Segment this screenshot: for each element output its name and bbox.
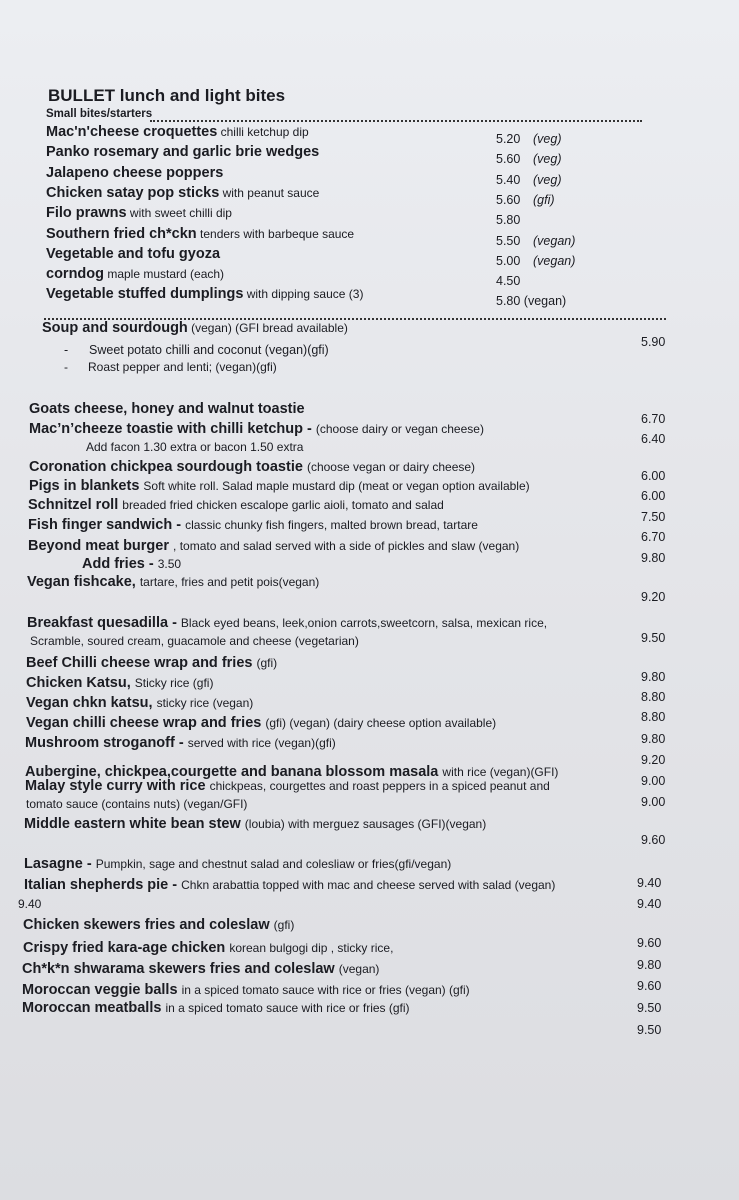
item-name: Vegetable stuffed dumplings bbox=[46, 286, 244, 303]
menu-item bbox=[82, 557, 181, 572]
item-description: (gfi) (vegan) (dairy cheese option available) bbox=[265, 716, 497, 730]
item-price: 5.80 (vegan) bbox=[496, 294, 567, 309]
item-price: 9.00 bbox=[641, 774, 666, 788]
item-name: Mushroom stroganoff - bbox=[25, 735, 188, 751]
item-name: Aubergine, chickpea,courgette and banana blossom masala bbox=[25, 764, 443, 780]
item-name: Fish finger sandwich - bbox=[28, 517, 186, 533]
item-name: Filo prawns bbox=[46, 205, 127, 222]
soup-price: 5.90 bbox=[641, 335, 666, 349]
item-price: 5.80 bbox=[496, 213, 521, 228]
item-price: 9.50 bbox=[641, 631, 666, 645]
item-price: 9.50 bbox=[637, 1001, 662, 1015]
soup-option: - Roast pepper and lenti; (vegan)(gfi) bbox=[64, 360, 277, 374]
menu-item bbox=[28, 498, 444, 513]
item-description: chilli ketchup dip bbox=[217, 125, 309, 139]
menu-item bbox=[30, 634, 359, 649]
item-description: tomato sauce (contains nuts) (vegan/GFI) bbox=[26, 797, 248, 811]
item-price: 5.60 bbox=[496, 192, 521, 207]
item-name: Middle eastern white bean stew bbox=[24, 816, 245, 832]
item-price: 9.80 bbox=[641, 732, 666, 746]
dietary-tag: (gfi) bbox=[533, 192, 555, 207]
item-name: Italian shepherds pie - bbox=[24, 877, 182, 893]
item-price: 9.60 bbox=[641, 833, 666, 847]
item-description: korean bulgogi dip , sticky rice, bbox=[229, 941, 394, 955]
item-name: Lasagne - bbox=[24, 856, 96, 872]
item-name: Vegetable and tofu gyoza bbox=[46, 245, 221, 262]
dotted-divider bbox=[150, 120, 642, 122]
item-name: Moroccan veggie balls bbox=[22, 982, 182, 998]
item-price: 6.00 bbox=[641, 489, 666, 503]
small-bite-item bbox=[46, 227, 354, 242]
item-description: (choose dairy or vegan cheese) bbox=[315, 422, 484, 436]
item-name: Beef Chilli cheese wrap and fries bbox=[26, 655, 257, 671]
menu-item bbox=[27, 575, 319, 590]
item-description: (vegan) bbox=[338, 962, 380, 976]
item-description: in a spiced tomato sauce with rice or fries (gfi) bbox=[165, 1001, 410, 1015]
soup-option: - Sweet potato chilli and coconut (vegan)(gfi) bbox=[64, 343, 329, 357]
item-description: Chkn arabattia topped with mac and cheese served with salad (vegan) bbox=[181, 878, 556, 892]
item-description: 9.40 bbox=[18, 897, 42, 911]
item-price: 6.00 bbox=[641, 469, 666, 483]
item-price: 9.60 bbox=[637, 936, 662, 950]
item-description: served with rice (vegan)(gfi) bbox=[187, 736, 336, 750]
small-bite-item bbox=[46, 166, 223, 181]
menu-item bbox=[28, 518, 478, 533]
item-name: Coronation chickpea sourdough toastie bbox=[29, 459, 307, 475]
dietary-tag: (vegan) bbox=[533, 233, 576, 248]
item-price: 9.20 bbox=[641, 753, 666, 767]
menu-item bbox=[27, 616, 547, 631]
item-price: 5.50 bbox=[496, 233, 521, 248]
item-description: with dipping sauce (3) bbox=[243, 287, 364, 302]
item-description: tartare, fries and petit pois(vegan) bbox=[139, 575, 320, 589]
menu-item bbox=[24, 857, 451, 872]
dietary-tag: (veg) bbox=[533, 152, 562, 167]
item-name: Chicken skewers fries and coleslaw bbox=[23, 917, 274, 933]
soup-name: Soup and sourdough bbox=[42, 320, 188, 336]
item-name: Beyond meat burger bbox=[28, 538, 174, 554]
item-name: Add fries - bbox=[82, 556, 158, 572]
menu-item bbox=[23, 918, 294, 933]
item-name: Panko rosemary and garlic brie wedges bbox=[46, 144, 320, 161]
item-description: (gfi) bbox=[273, 918, 295, 932]
item-description: Scramble, soured cream, guacamole and cheese (vegetarian) bbox=[30, 634, 359, 648]
menu-item bbox=[26, 716, 496, 731]
item-price: 5.00 bbox=[496, 253, 521, 268]
item-name: Ch*k*n shwarama skewers fries and coleslaw bbox=[22, 961, 339, 977]
small-bite-item bbox=[46, 125, 309, 140]
item-name: Mac'n'cheese croquettes bbox=[46, 124, 218, 140]
item-description: with peanut sauce bbox=[219, 185, 320, 200]
small-bite-item bbox=[46, 186, 319, 201]
item-price: 9.00 bbox=[641, 795, 666, 809]
item-description: tenders with barbeque sauce bbox=[196, 226, 355, 241]
item-description: Add facon 1.30 extra or bacon 1.50 extra bbox=[86, 440, 304, 454]
item-description: sticky rice (vegan) bbox=[156, 696, 254, 710]
soup-option-text: Sweet potato chilli and coconut (vegan)(gfi) bbox=[89, 343, 329, 357]
small-bite-item bbox=[46, 206, 232, 221]
menu-title: BULLET lunch and light bites bbox=[48, 86, 286, 105]
menu-item bbox=[22, 983, 470, 998]
item-name: Schnitzel roll bbox=[28, 497, 123, 513]
item-description: Soft white roll. Salad maple mustard dip (meat or vegan option available) bbox=[143, 479, 530, 493]
item-description: in a spiced tomato sauce with rice or fries (vegan) (gfi) bbox=[181, 983, 470, 997]
item-price: 5.20 bbox=[496, 132, 521, 146]
item-name: Vegan chkn katsu, bbox=[26, 695, 157, 711]
item-description: breaded fried chicken escalope garlic aioli, tomato and salad bbox=[122, 498, 444, 512]
menu-item bbox=[22, 1001, 410, 1016]
dietary-tag: (vegan) bbox=[533, 253, 576, 268]
item-name: Jalapeno cheese poppers bbox=[46, 164, 224, 181]
item-description: (choose vegan or dairy cheese) bbox=[306, 460, 476, 474]
item-name: Pigs in blankets bbox=[29, 478, 144, 494]
item-description: Pumpkin, sage and chestnut salad and colesliaw or fries(gfi/vegan) bbox=[95, 857, 452, 871]
menu-item bbox=[26, 797, 247, 812]
item-description: , tomato and salad served with a side of pickles and slaw (vegan) bbox=[173, 539, 520, 553]
menu-item bbox=[26, 656, 277, 671]
menu-item bbox=[24, 817, 486, 832]
item-price: 9.80 bbox=[637, 958, 662, 972]
item-price: 6.40 bbox=[641, 432, 666, 446]
item-name: Crispy fried kara-age chicken bbox=[23, 940, 230, 956]
item-price: 9.60 bbox=[637, 979, 662, 993]
menu-item bbox=[18, 897, 41, 912]
small-bite-item bbox=[46, 267, 224, 282]
item-name: corndog bbox=[46, 266, 104, 283]
menu-item bbox=[29, 479, 530, 494]
soup-desc: (vegan) (GFI bread available) bbox=[187, 321, 348, 335]
item-price: 9.80 bbox=[641, 551, 666, 565]
item-price: 6.70 bbox=[641, 530, 666, 544]
item-name: Vegan fishcake, bbox=[27, 574, 140, 590]
item-description: Sticky rice (gfi) bbox=[134, 676, 214, 690]
small-bite-item bbox=[46, 145, 319, 160]
small-bite-item bbox=[46, 287, 363, 302]
menu-item bbox=[26, 676, 213, 691]
section-small-bites: Small bites/starters bbox=[46, 108, 153, 120]
item-name: Mac’n’cheeze toastie with chilli ketchup - bbox=[29, 421, 316, 437]
item-description: (loubia) with merguez sausages (GFI)(vegan) bbox=[244, 817, 487, 831]
dietary-tag: (veg) bbox=[533, 172, 562, 187]
item-description: Black eyed beans, leek,onion carrots,sweetcorn, salsa, mexican rice, bbox=[180, 616, 548, 630]
menu-item bbox=[29, 422, 484, 437]
item-name: Southern fried ch*ckn bbox=[46, 225, 197, 242]
item-name: Chicken satay pop sticks bbox=[46, 184, 220, 201]
item-price: 8.80 bbox=[641, 690, 666, 704]
item-price: 7.50 bbox=[641, 510, 666, 524]
item-price: 9.80 bbox=[641, 670, 666, 684]
menu-item bbox=[25, 779, 550, 794]
item-price: 9.20 bbox=[641, 590, 666, 604]
item-price: 9.40 bbox=[637, 897, 662, 911]
menu-item bbox=[28, 539, 519, 554]
menu-item bbox=[29, 402, 305, 417]
soup-line bbox=[42, 321, 348, 336]
item-price: 5.40 bbox=[496, 172, 521, 187]
item-price: 6.70 bbox=[641, 412, 666, 426]
item-description: (gfi) bbox=[256, 656, 278, 670]
menu-item bbox=[25, 736, 336, 751]
item-name: Breakfast quesadilla - bbox=[27, 615, 181, 631]
item-price: 9.50 bbox=[637, 1023, 662, 1037]
menu-item bbox=[29, 460, 475, 475]
item-name: Moroccan meatballs bbox=[22, 1000, 166, 1016]
menu-item bbox=[26, 696, 253, 711]
item-description: chickpeas, courgettes and roast peppers in a spiced peanut and bbox=[209, 779, 550, 793]
item-name: Vegan chilli cheese wrap and fries bbox=[26, 715, 266, 731]
item-price: 4.50 bbox=[496, 274, 521, 289]
item-name: Goats cheese, honey and walnut toastie bbox=[29, 401, 305, 417]
item-price: 5.60 bbox=[496, 152, 521, 167]
item-description: 3.50 bbox=[157, 557, 182, 571]
soup-option-text: Roast pepper and lenti; (vegan)(gfi) bbox=[88, 360, 277, 374]
menu-item bbox=[22, 962, 379, 977]
small-bite-item bbox=[46, 247, 220, 262]
item-name: Malay style curry with rice bbox=[25, 778, 210, 794]
item-description: with rice (vegan)(GFI) bbox=[442, 765, 559, 779]
menu-item bbox=[86, 440, 303, 455]
dietary-tag: (veg) bbox=[533, 132, 562, 146]
item-price: 9.40 bbox=[637, 876, 662, 890]
menu-item bbox=[24, 878, 555, 893]
item-description: maple mustard (each) bbox=[104, 267, 225, 282]
item-name: Chicken Katsu, bbox=[26, 675, 135, 691]
menu-item bbox=[23, 941, 393, 956]
item-price: 8.80 bbox=[641, 710, 666, 724]
item-description: with sweet chilli dip bbox=[126, 206, 232, 221]
item-description: classic chunky fish fingers, malted brown bread, tartare bbox=[185, 518, 478, 532]
